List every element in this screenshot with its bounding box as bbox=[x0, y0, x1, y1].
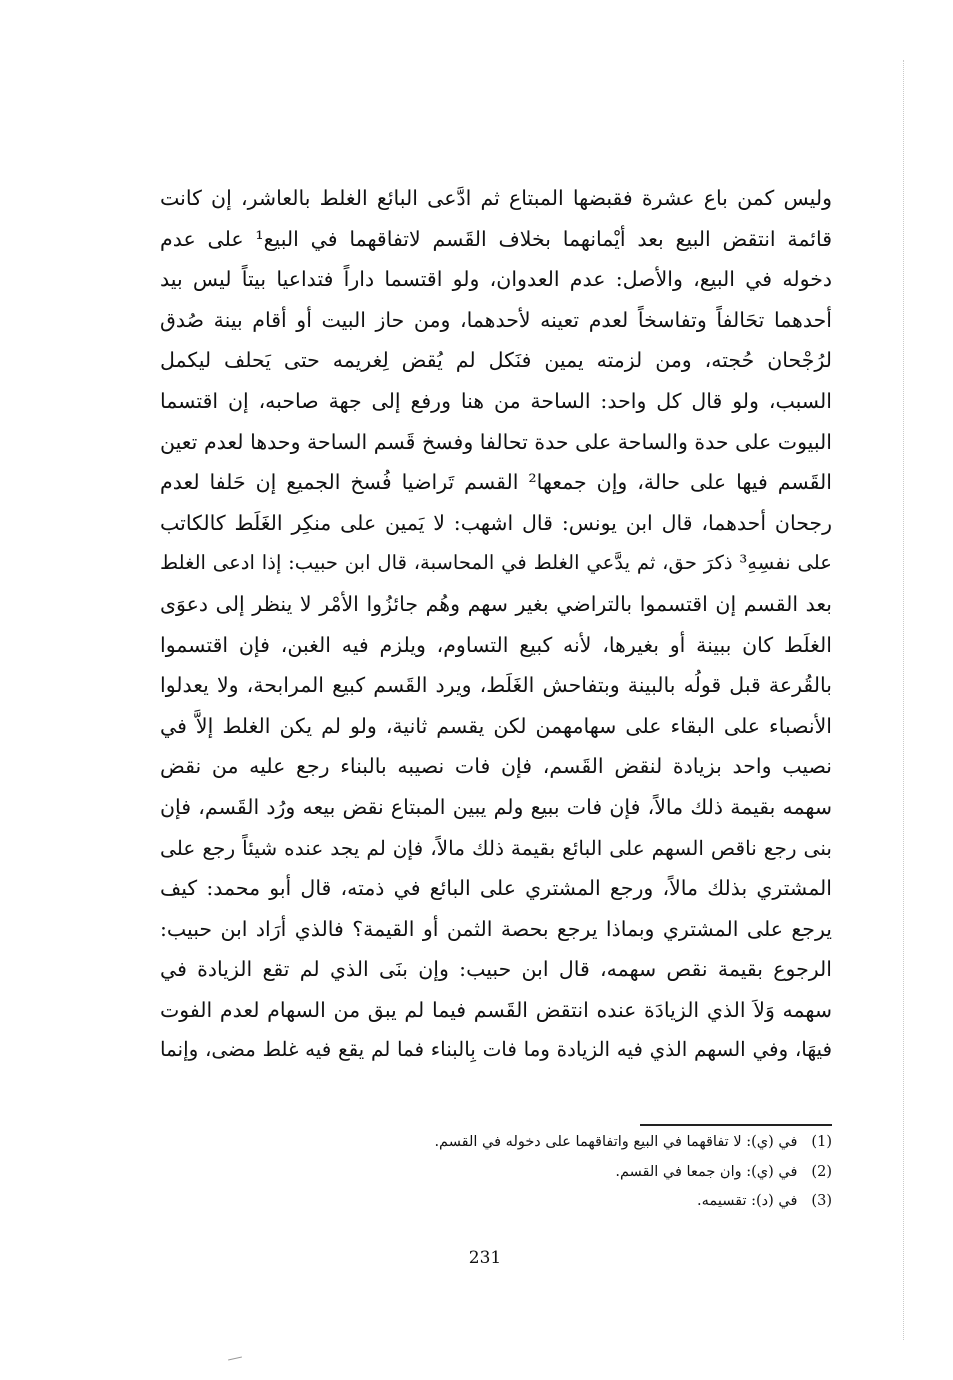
text-line: بنى رجع ناقص السهم على البائع بقيمة ذلك مالاً، فإن لم يجد عنده شيئاً رجع على bbox=[160, 835, 832, 860]
text-line: بعد القسم إن اقتسموا بالتراضي بغير سهم وهُم جائزُوا الأمْر لا ينظر إلى دعوَى bbox=[160, 591, 832, 616]
text-line: الغلَط كان ببينة أو بغيرها، لأنه كبيع التساوم، ويلزم فيه الغبن، فإن اقتسموا bbox=[160, 632, 832, 657]
footnotes bbox=[360, 1128, 832, 1217]
text-line: فيهَا، وفي السهم الذي فيه الزيادة وما فات بِالبناء فما لم يقع فيه غلط مضى، وإنما bbox=[160, 1038, 832, 1062]
footnote-text: في (د): تقسيمه. bbox=[697, 1193, 798, 1209]
text-line: قائمة انتقض البيع بعد أيْمانهما بخلاف القَسم لاتفاقهما في البيع¹ على عدم bbox=[160, 226, 832, 251]
scan-mark bbox=[228, 1357, 242, 1361]
footnote-number: (3) bbox=[811, 1193, 832, 1209]
text-line: المشتري بذلك مالاً، ورجع المشتري على البائع في ذمته، قال أبو محمد: كيف bbox=[160, 876, 832, 901]
text-line: دخوله في البيع، والأصل: عدم العدوان، ولو اقتسما داراً فتداعيا بيتاً ليس بيد bbox=[160, 267, 832, 292]
footnote-item bbox=[360, 1128, 832, 1158]
footnote-item bbox=[360, 1158, 832, 1188]
text-line: رجحان أحدهما، قال ابن يونس: قال اشهب: لا يَمين على منكِر الغَلَط كالكاتب bbox=[160, 510, 832, 535]
footnote-text: في (ي): وان جمعا في القسم. bbox=[615, 1163, 798, 1180]
text-line: الأنصباء على البقاء على سهامهمن لكن يقسم ثانية، ولو لم يكن الغلط إلاَّ في bbox=[160, 713, 832, 738]
text-line: يرجع على المشتري وبماذا يرجع بحصة الثمن أو القيمة؟ فالذي أرَاد ابن حبيب: bbox=[160, 916, 832, 941]
text-line: البيوت على حدة والساحة على حدة تحالفا وفسخ قَسم الساحة وحدها لعدم تعين bbox=[160, 429, 832, 454]
footnote-separator bbox=[640, 1124, 832, 1126]
text-line: لرُجْحان حُجته، ومن لزمته يمين فنَكل لم يُقض لِغريمه حتى يَحلف ليكمل bbox=[160, 348, 832, 373]
page-number: 231 bbox=[468, 1248, 502, 1268]
footnote-text: في (ي): لا تفاقهما في البيع واتفاقهما على دخوله في القسم. bbox=[434, 1134, 798, 1150]
text-line: أحدهما تحَالفاً وتفاسخاً لعدم تعينه لأحدهما، ومن حاز البيت أو أقام بينة صُدق bbox=[160, 307, 832, 332]
page-edge-line bbox=[903, 60, 904, 1340]
text-line: السبب، ولو قال كل واحد: الساحة من هنا ورفع إلى جهة صاحبه، إن اقتسما bbox=[160, 388, 832, 413]
text-line: على نفسِهِ³ ذكرَ حق، ثم يدَّعي الغلط في المحاسبة، قال ابن حبيب: إذا ادعى الغلط bbox=[160, 551, 832, 575]
main-text-block bbox=[160, 178, 832, 1071]
footnote-number: (2) bbox=[811, 1163, 832, 1180]
text-line: بالقُرعة قبل قولُه بالبينة وبتفاحش الغَلَط، ويرد القَسم كبيع المرابحة، ولا يعدلوا bbox=[160, 673, 832, 698]
footnote-item bbox=[360, 1187, 832, 1217]
footnote-number: (1) bbox=[811, 1134, 832, 1150]
text-line: الرجوع بقيمة نقص سهمه، قال ابن حبيب: وإن بنَى الذي لم تقع الزيادة في bbox=[160, 957, 832, 982]
text-line: القَسم فيها على حالة، وإن جمعها² القسم تَراضيا فُسخ الجميع إن حَلفا لعدم bbox=[160, 470, 832, 495]
text-line: سهمه وَلاَ الذي الزيادَة عنده انتقض القَسم فيما لم يبق من السهام لعدم الفوت bbox=[160, 997, 832, 1022]
text-line: نصيب واحد بزيادة لنقض القَسم، فإن فات نصيبه بالبناء رجع عليه من نقض bbox=[160, 754, 832, 779]
text-line: سهمه بقيمة ذلك مالاً، فإن فات ببيع ولم يبين المبتاع نقض بيعه ورُد القَسم، فإن bbox=[160, 794, 832, 819]
text-line: وليس كمن باع عشرة فقبضها المبتاع ثم ادَّعى البائع الغلط بالعاشر، إن كانت bbox=[160, 186, 832, 210]
